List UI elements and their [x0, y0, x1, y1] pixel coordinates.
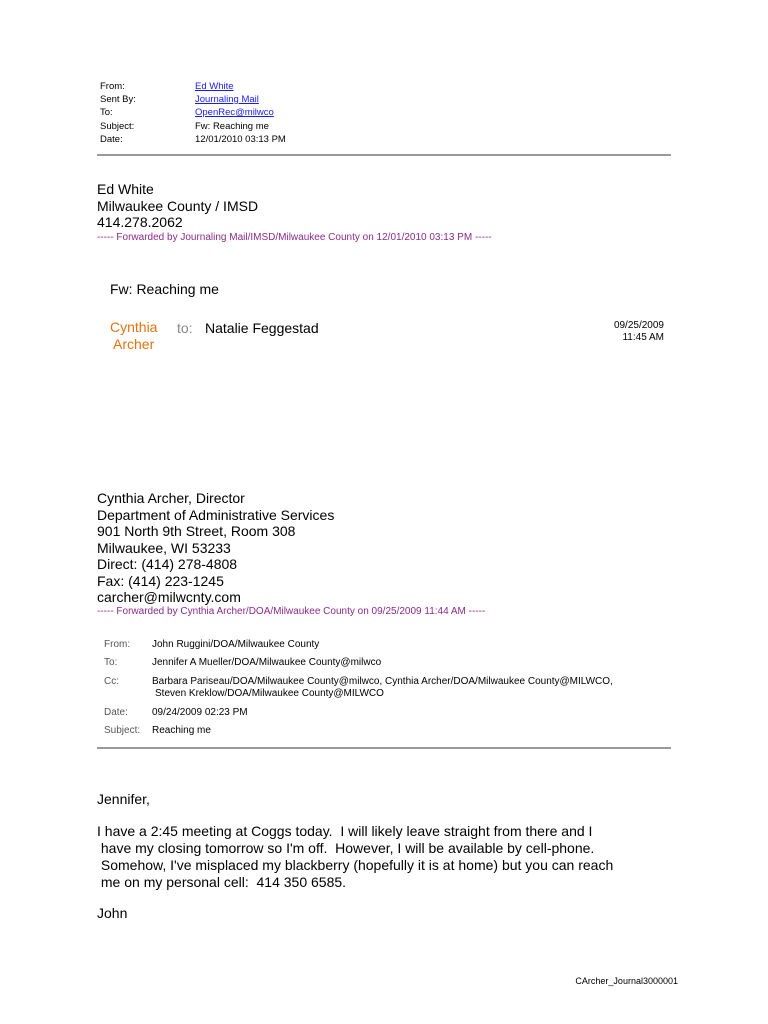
orig-from-label: From: — [104, 639, 131, 650]
sig2-line1: Cynthia Archer, Director — [97, 490, 245, 506]
orig-cc-label: Cc: — [104, 676, 119, 687]
sig2-line6: Fax: (414) 223-1245 — [97, 572, 224, 589]
sig2-line5: Direct: (414) 278-4808 — [97, 556, 238, 572]
forward-line-2: ----- Forwarded by Cynthia Archer/DOA/Milwaukee County on 09/25/2009 11:44 AM ----- — [97, 606, 486, 617]
original-divider — [97, 747, 671, 749]
to-marker: to: — [177, 320, 193, 336]
date-label: Date: — [100, 134, 123, 145]
sig2-line3: 901 North 9th Street, Room 308 — [97, 523, 296, 539]
body-line-4: me on my personal cell: 414 350 6585. — [97, 874, 347, 890]
date-value: 12/01/2010 03:13 PM — [195, 134, 286, 145]
orig-cc-line2: Steven Kreklow/DOA/Milwaukee County@MILWCO — [155, 688, 384, 699]
from-link[interactable]: Ed White — [195, 81, 234, 92]
recipient-name: Natalie Feggestad — [205, 320, 319, 336]
orig-to-value: Jennifer A Mueller/DOA/Milwaukee County@milwco — [152, 657, 382, 668]
sig2-line2: Department of Administrative Services — [97, 506, 335, 523]
sig-org: Milwaukee County / IMSD — [97, 197, 259, 214]
sig2-line7: carcher@milwcnty.com — [97, 589, 241, 605]
signature-cynthia-archer — [97, 490, 334, 606]
orig-date-value: 09/24/2009 02:23 PM — [152, 707, 248, 718]
sig2-line4: Milwaukee, WI 53233 — [97, 539, 231, 556]
sentby-link[interactable]: Journaling Mail — [195, 94, 259, 105]
sentby-label: Sent By: — [100, 94, 136, 105]
orig-to-label: To: — [104, 657, 118, 668]
from-label: From: — [100, 81, 125, 92]
body-greeting: Jennifer, — [97, 791, 150, 807]
sig-phone: 414.278.2062 — [97, 214, 183, 230]
to-link[interactable]: OpenRec@milwco — [195, 107, 274, 118]
sig-name: Ed White — [97, 181, 154, 197]
orig-subject-label: Subject: — [104, 725, 141, 736]
body-line-1: I have a 2:45 meeting at Coggs today. I will likely leave straight from there and I — [97, 823, 593, 839]
forward-line-1: ----- Forwarded by Journaling Mail/IMSD/Milwaukee County on 12/01/2010 03:13 PM ----- — [97, 232, 492, 243]
orig-date-label: Date: — [104, 707, 128, 718]
body-line-3: Somehow, I've misplaced my blackberry (hopefully it is at home) but you can reach — [97, 857, 614, 873]
orig-subject-value: Reaching me — [152, 725, 211, 736]
footer-stamp: CArcher_Journal3000001 — [575, 976, 678, 986]
body-line-2: have my closing tomorrow so I'm off. However, I will be available by cell-phone. — [97, 840, 595, 856]
message-title: Fw: Reaching me — [110, 281, 219, 297]
to-label: To: — [100, 107, 113, 118]
subject-label: Subject: — [100, 121, 135, 132]
body-signoff: John — [97, 905, 128, 921]
orig-cc-value — [152, 676, 613, 700]
sender-name — [110, 319, 157, 352]
message-datetime — [614, 320, 664, 344]
sender-first: Cynthia — [110, 319, 158, 335]
orig-cc-line1: Barbara Pariseau/DOA/Milwaukee County@milwco, Cynthia Archer/DOA/Milwaukee County@MILWCO, — [152, 676, 613, 687]
sender-last: Archer — [113, 335, 155, 352]
subject-value: Fw: Reaching me — [195, 121, 269, 132]
orig-from-value: John Ruggini/DOA/Milwaukee County — [152, 639, 320, 650]
message-time: 11:45 AM — [622, 332, 664, 343]
message-date: 09/25/2009 — [613, 320, 664, 331]
signature-ed-white — [97, 181, 258, 231]
header-divider — [97, 154, 671, 156]
